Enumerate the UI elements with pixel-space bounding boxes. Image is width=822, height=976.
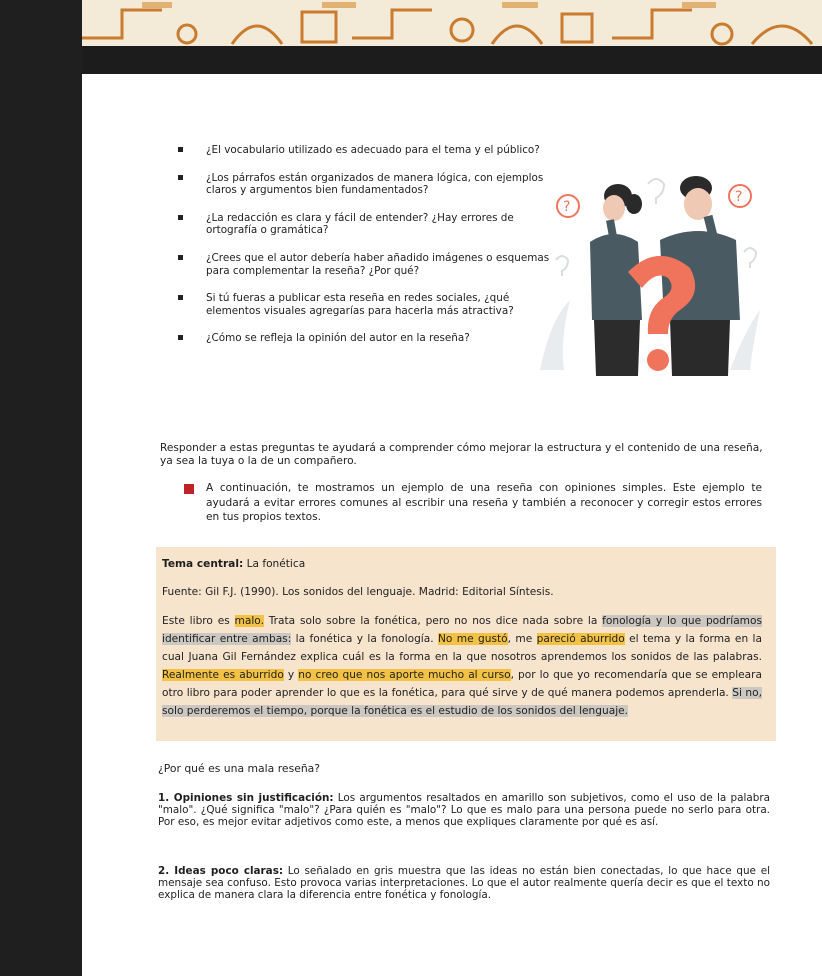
- question-list: [172, 144, 552, 360]
- svg-text:?: ?: [735, 189, 743, 205]
- highlight-yellow: malo.: [234, 615, 264, 627]
- point-1-text: Los argumentos resaltados en amarillo son subjetivos, como el uso de la palabra "malo". ¿Qué significa "malo"? ¿Para quién es "malo"? Lo que es malo para una persona puede no serlo para otra. Por eso, es mejor evitar adjetivos como este, a menos que expliques claramente por qué es así.: [158, 792, 770, 828]
- highlight-yellow: no creo que nos aporte mucho al curso: [298, 669, 511, 681]
- decorative-banner: [82, 0, 822, 46]
- banner-pattern: [82, 0, 822, 46]
- list-item: Si tú fueras a publicar esta reseña en redes sociales, ¿qué elementos visuales agregarías para hacerla más atractiva?: [172, 292, 552, 317]
- list-item: ¿La redacción es clara y fácil de entender? ¿Hay errores de ortografía o gramática?: [172, 212, 552, 237]
- point-1-paragraph: [158, 793, 770, 828]
- theme-value: La fonética: [246, 558, 306, 570]
- theme-line: [162, 558, 305, 570]
- highlight-yellow: No me gustó: [438, 633, 508, 645]
- review-body: [162, 612, 762, 720]
- bullet-square-icon: [178, 175, 183, 180]
- highlight-yellow: pareció aburrido: [536, 633, 625, 645]
- intro-paragraph: Responder a estas preguntas te ayudará a comprender cómo mejorar la estructura y el contenido de una reseña, ya sea la tuya o la de un compañero.: [160, 442, 763, 468]
- point-2-label: 2. Ideas poco claras:: [158, 865, 284, 877]
- highlight-gray: fonología y lo que podríamos identificar entre ambas:: [162, 615, 763, 645]
- svg-text:?: ?: [563, 199, 571, 215]
- list-item: ¿Crees que el autor debería haber añadido imágenes o esquemas para complementar la reseña? ¿Por qué?: [172, 252, 552, 277]
- section-heading: ¿Por qué es una mala reseña?: [158, 762, 321, 775]
- source-line: Fuente: Gil F.J. (1990). Los sonidos del lenguaje. Madrid: Editorial Síntesis.: [162, 586, 554, 598]
- bullet-square-icon: [178, 215, 183, 220]
- review-example-box: [156, 547, 776, 741]
- highlight-gray: Si no, solo perderemos el tiempo, porque la fonética es el estudio de los sonidos del lenguaje.: [162, 687, 762, 717]
- review-segment: Trata solo sobre la fonética, pero no nos dice nada sobre la: [263, 615, 603, 627]
- document-page: [82, 74, 822, 976]
- thinking-people-illustration: [530, 170, 762, 376]
- bullet-square-icon: [178, 335, 183, 340]
- list-item: ¿El vocabulario utilizado es adecuado para el tema y el público?: [172, 144, 552, 157]
- theme-label: Tema central:: [162, 558, 244, 570]
- review-segment: , por lo que yo recomendaría que se empleara otro libro para poder aprender lo que es la fonética, para qué sirve y de qué manera podemos aprenderla.: [162, 669, 762, 699]
- point-2-paragraph: [158, 866, 770, 901]
- example-intro-paragraph: A continuación, te mostramos un ejemplo de una reseña con opiniones simples. Este ejemplo te ayudará a evitar errores comunes al escribir una reseña y también a reconocer y corregir estos errores en tus propios textos.: [206, 482, 762, 524]
- red-bullet-icon: [184, 484, 194, 494]
- review-segment: el tema y la forma en la cual Juana Gil Fernández explica cuál es la forma en la que nosotros aprendemos los sonidos de las palabras.: [162, 633, 762, 663]
- top-dark-bar: [82, 46, 822, 74]
- list-item: ¿Cómo se refleja la opinión del autor en la reseña?: [172, 332, 552, 345]
- review-segment: la fonética y la fonología.: [291, 633, 438, 645]
- review-segment: y: [283, 669, 299, 681]
- left-dark-bar: [0, 0, 82, 976]
- list-item: ¿Los párrafos están organizados de manera lógica, con ejemplos claros y argumentos bien fundamentados?: [172, 172, 552, 197]
- review-segment: , me: [507, 633, 537, 645]
- review-segment: Este libro es: [162, 615, 235, 627]
- highlight-yellow: Realmente es aburrido: [162, 669, 284, 681]
- bullet-square-icon: [178, 255, 183, 260]
- bullet-square-icon: [178, 295, 183, 300]
- point-1-label: 1. Opiniones sin justificación:: [158, 792, 334, 804]
- point-2-text: Lo señalado en gris muestra que las ideas no están bien conectadas, lo que hace que el mensaje sea confuso. Esto provoca varias interpretaciones. Lo que el autor realmente quería decir es que el texto no explica de manera clara la diferencia entre fonética y fonología.: [158, 865, 770, 901]
- bullet-square-icon: [178, 147, 183, 152]
